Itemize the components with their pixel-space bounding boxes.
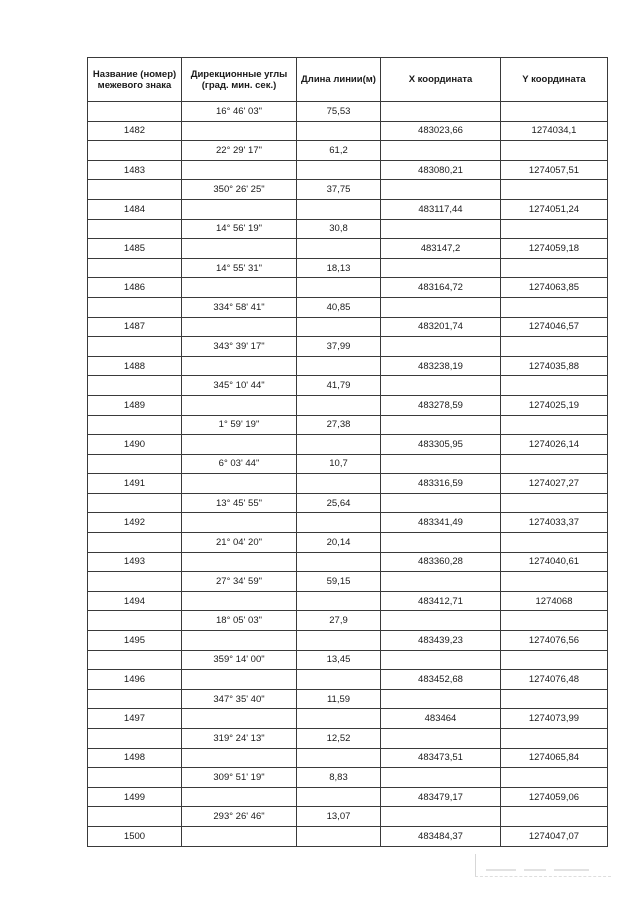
direction-angle: 14° 56' 19" bbox=[182, 219, 297, 239]
segment-row bbox=[88, 572, 608, 592]
header-line-length: Длина линии(м) bbox=[297, 58, 381, 102]
empty-cell bbox=[88, 729, 182, 749]
empty-cell bbox=[381, 102, 501, 122]
empty-cell bbox=[501, 768, 608, 788]
empty-cell bbox=[182, 826, 297, 846]
header-direction-angles: Дирекционные углы (град. мин. сек.) bbox=[182, 58, 297, 102]
empty-cell bbox=[381, 611, 501, 631]
empty-cell bbox=[88, 219, 182, 239]
empty-cell bbox=[381, 297, 501, 317]
segment-row bbox=[88, 219, 608, 239]
empty-cell bbox=[381, 180, 501, 200]
line-length: 13,07 bbox=[297, 807, 381, 827]
direction-angle: 27° 34' 59" bbox=[182, 572, 297, 592]
point-row bbox=[88, 474, 608, 494]
empty-cell bbox=[88, 454, 182, 474]
empty-cell bbox=[297, 121, 381, 141]
mark-name: 1492 bbox=[88, 513, 182, 533]
point-row bbox=[88, 748, 608, 768]
empty-cell bbox=[501, 454, 608, 474]
empty-cell bbox=[381, 376, 501, 396]
segment-row bbox=[88, 729, 608, 749]
direction-angle: 309° 51' 19" bbox=[182, 768, 297, 788]
point-row bbox=[88, 278, 608, 298]
point-row bbox=[88, 317, 608, 337]
mark-name: 1489 bbox=[88, 395, 182, 415]
line-length: 27,38 bbox=[297, 415, 381, 435]
empty-cell bbox=[501, 729, 608, 749]
empty-cell bbox=[88, 611, 182, 631]
empty-cell bbox=[182, 121, 297, 141]
direction-angle: 21° 04' 20" bbox=[182, 533, 297, 553]
x-coordinate: 483117,44 bbox=[381, 199, 501, 219]
segment-row bbox=[88, 415, 608, 435]
empty-cell bbox=[297, 474, 381, 494]
line-length: 37,99 bbox=[297, 337, 381, 357]
segment-row bbox=[88, 297, 608, 317]
y-coordinate: 1274046,57 bbox=[501, 317, 608, 337]
empty-cell bbox=[297, 826, 381, 846]
mark-name: 1497 bbox=[88, 709, 182, 729]
y-coordinate: 1274065,84 bbox=[501, 748, 608, 768]
mark-name: 1484 bbox=[88, 199, 182, 219]
y-coordinate: 1274027,27 bbox=[501, 474, 608, 494]
empty-cell bbox=[182, 160, 297, 180]
segment-row bbox=[88, 454, 608, 474]
empty-cell bbox=[381, 493, 501, 513]
faint-stamp-mark bbox=[475, 854, 611, 877]
y-coordinate: 1274073,99 bbox=[501, 709, 608, 729]
header-row bbox=[88, 58, 608, 102]
empty-cell bbox=[501, 219, 608, 239]
empty-cell bbox=[182, 591, 297, 611]
x-coordinate: 483278,59 bbox=[381, 395, 501, 415]
empty-cell bbox=[381, 729, 501, 749]
empty-cell bbox=[297, 552, 381, 572]
empty-cell bbox=[88, 258, 182, 278]
line-length: 18,13 bbox=[297, 258, 381, 278]
empty-cell bbox=[501, 415, 608, 435]
empty-cell bbox=[381, 219, 501, 239]
x-coordinate: 483484,37 bbox=[381, 826, 501, 846]
segment-row bbox=[88, 768, 608, 788]
direction-angle: 22° 29' 17" bbox=[182, 141, 297, 161]
direction-angle: 347° 35' 40" bbox=[182, 689, 297, 709]
header-mark-name: Название (номер) межевого знака bbox=[88, 58, 182, 102]
point-row bbox=[88, 160, 608, 180]
y-coordinate: 1274026,14 bbox=[501, 435, 608, 455]
line-length: 75,53 bbox=[297, 102, 381, 122]
empty-cell bbox=[182, 787, 297, 807]
mark-name: 1488 bbox=[88, 356, 182, 376]
direction-angle: 13° 45' 55" bbox=[182, 493, 297, 513]
y-coordinate: 1274051,24 bbox=[501, 199, 608, 219]
empty-cell bbox=[297, 199, 381, 219]
empty-cell bbox=[88, 141, 182, 161]
segment-row bbox=[88, 102, 608, 122]
empty-cell bbox=[182, 278, 297, 298]
empty-cell bbox=[501, 572, 608, 592]
point-row bbox=[88, 826, 608, 846]
direction-angle: 1° 59' 19" bbox=[182, 415, 297, 435]
y-coordinate: 1274034,1 bbox=[501, 121, 608, 141]
mark-name: 1498 bbox=[88, 748, 182, 768]
segment-row bbox=[88, 611, 608, 631]
empty-cell bbox=[381, 533, 501, 553]
segment-row bbox=[88, 533, 608, 553]
point-row bbox=[88, 356, 608, 376]
empty-cell bbox=[88, 768, 182, 788]
x-coordinate: 483473,51 bbox=[381, 748, 501, 768]
mark-name: 1493 bbox=[88, 552, 182, 572]
line-length: 61,2 bbox=[297, 141, 381, 161]
empty-cell bbox=[182, 748, 297, 768]
point-row bbox=[88, 513, 608, 533]
direction-angle: 293° 26' 46" bbox=[182, 807, 297, 827]
empty-cell bbox=[501, 650, 608, 670]
segment-row bbox=[88, 493, 608, 513]
empty-cell bbox=[182, 356, 297, 376]
empty-cell bbox=[501, 376, 608, 396]
point-row bbox=[88, 239, 608, 259]
point-row bbox=[88, 787, 608, 807]
empty-cell bbox=[381, 768, 501, 788]
segment-row bbox=[88, 180, 608, 200]
empty-cell bbox=[381, 807, 501, 827]
line-length: 12,52 bbox=[297, 729, 381, 749]
direction-angle: 359° 14' 00" bbox=[182, 650, 297, 670]
empty-cell bbox=[501, 102, 608, 122]
x-coordinate: 483305,95 bbox=[381, 435, 501, 455]
direction-angle: 334° 58' 41" bbox=[182, 297, 297, 317]
empty-cell bbox=[501, 180, 608, 200]
empty-cell bbox=[381, 258, 501, 278]
point-row bbox=[88, 435, 608, 455]
empty-cell bbox=[182, 631, 297, 651]
direction-angle: 319° 24' 13" bbox=[182, 729, 297, 749]
empty-cell bbox=[297, 631, 381, 651]
x-coordinate: 483316,59 bbox=[381, 474, 501, 494]
mark-name: 1485 bbox=[88, 239, 182, 259]
empty-cell bbox=[297, 748, 381, 768]
empty-cell bbox=[501, 297, 608, 317]
empty-cell bbox=[182, 199, 297, 219]
header-x-coordinate: X координата bbox=[381, 58, 501, 102]
segment-row bbox=[88, 337, 608, 357]
direction-angle: 343° 39' 17" bbox=[182, 337, 297, 357]
mark-name: 1483 bbox=[88, 160, 182, 180]
point-row bbox=[88, 709, 608, 729]
segment-row bbox=[88, 376, 608, 396]
x-coordinate: 483023,66 bbox=[381, 121, 501, 141]
empty-cell bbox=[88, 493, 182, 513]
empty-cell bbox=[297, 787, 381, 807]
coordinates-table bbox=[87, 57, 608, 847]
empty-cell bbox=[297, 591, 381, 611]
empty-cell bbox=[182, 317, 297, 337]
empty-cell bbox=[381, 415, 501, 435]
empty-cell bbox=[88, 180, 182, 200]
line-length: 11,59 bbox=[297, 689, 381, 709]
empty-cell bbox=[501, 807, 608, 827]
y-coordinate: 1274040,61 bbox=[501, 552, 608, 572]
y-coordinate: 1274068 bbox=[501, 591, 608, 611]
direction-angle: 345° 10' 44" bbox=[182, 376, 297, 396]
empty-cell bbox=[381, 454, 501, 474]
x-coordinate: 483412,71 bbox=[381, 591, 501, 611]
y-coordinate: 1274059,06 bbox=[501, 787, 608, 807]
empty-cell bbox=[182, 435, 297, 455]
empty-cell bbox=[88, 415, 182, 435]
empty-cell bbox=[297, 670, 381, 690]
empty-cell bbox=[182, 552, 297, 572]
mark-name: 1495 bbox=[88, 631, 182, 651]
empty-cell bbox=[297, 395, 381, 415]
line-length: 25,64 bbox=[297, 493, 381, 513]
empty-cell bbox=[88, 337, 182, 357]
point-row bbox=[88, 121, 608, 141]
line-length: 40,85 bbox=[297, 297, 381, 317]
segment-row bbox=[88, 650, 608, 670]
empty-cell bbox=[297, 356, 381, 376]
point-row bbox=[88, 631, 608, 651]
x-coordinate: 483479,17 bbox=[381, 787, 501, 807]
line-length: 20,14 bbox=[297, 533, 381, 553]
empty-cell bbox=[381, 337, 501, 357]
y-coordinate: 1274035,88 bbox=[501, 356, 608, 376]
header-y-coordinate: Y координата bbox=[501, 58, 608, 102]
empty-cell bbox=[501, 258, 608, 278]
x-coordinate: 483439,23 bbox=[381, 631, 501, 651]
point-row bbox=[88, 199, 608, 219]
empty-cell bbox=[88, 807, 182, 827]
y-coordinate: 1274063,85 bbox=[501, 278, 608, 298]
empty-cell bbox=[297, 160, 381, 180]
empty-cell bbox=[182, 474, 297, 494]
segment-row bbox=[88, 141, 608, 161]
x-coordinate: 483164,72 bbox=[381, 278, 501, 298]
line-length: 41,79 bbox=[297, 376, 381, 396]
mark-name: 1490 bbox=[88, 435, 182, 455]
empty-cell bbox=[501, 611, 608, 631]
point-row bbox=[88, 395, 608, 415]
mark-name: 1491 bbox=[88, 474, 182, 494]
line-length: 37,75 bbox=[297, 180, 381, 200]
empty-cell bbox=[182, 395, 297, 415]
y-coordinate: 1274033,37 bbox=[501, 513, 608, 533]
mark-name: 1487 bbox=[88, 317, 182, 337]
point-row bbox=[88, 670, 608, 690]
mark-name: 1499 bbox=[88, 787, 182, 807]
segment-row bbox=[88, 258, 608, 278]
mark-name: 1494 bbox=[88, 591, 182, 611]
empty-cell bbox=[381, 689, 501, 709]
empty-cell bbox=[182, 709, 297, 729]
empty-cell bbox=[88, 533, 182, 553]
mark-name: 1500 bbox=[88, 826, 182, 846]
mark-name: 1482 bbox=[88, 121, 182, 141]
x-coordinate: 483360,28 bbox=[381, 552, 501, 572]
x-coordinate: 483147,2 bbox=[381, 239, 501, 259]
segment-row bbox=[88, 807, 608, 827]
empty-cell bbox=[297, 709, 381, 729]
empty-cell bbox=[182, 239, 297, 259]
mark-name: 1486 bbox=[88, 278, 182, 298]
y-coordinate: 1274059,18 bbox=[501, 239, 608, 259]
mark-name: 1496 bbox=[88, 670, 182, 690]
empty-cell bbox=[88, 376, 182, 396]
point-row bbox=[88, 552, 608, 572]
empty-cell bbox=[297, 239, 381, 259]
empty-cell bbox=[88, 689, 182, 709]
empty-cell bbox=[297, 513, 381, 533]
x-coordinate: 483464 bbox=[381, 709, 501, 729]
empty-cell bbox=[297, 435, 381, 455]
line-length: 10,7 bbox=[297, 454, 381, 474]
empty-cell bbox=[88, 297, 182, 317]
empty-cell bbox=[501, 141, 608, 161]
empty-cell bbox=[182, 513, 297, 533]
direction-angle: 16° 46' 03" bbox=[182, 102, 297, 122]
empty-cell bbox=[88, 102, 182, 122]
direction-angle: 350° 26' 25" bbox=[182, 180, 297, 200]
y-coordinate: 1274076,56 bbox=[501, 631, 608, 651]
line-length: 27,9 bbox=[297, 611, 381, 631]
line-length: 8,83 bbox=[297, 768, 381, 788]
coordinates-table-body bbox=[88, 102, 608, 847]
empty-cell bbox=[381, 572, 501, 592]
empty-cell bbox=[501, 337, 608, 357]
line-length: 30,8 bbox=[297, 219, 381, 239]
y-coordinate: 1274076,48 bbox=[501, 670, 608, 690]
empty-cell bbox=[182, 670, 297, 690]
x-coordinate: 483341,49 bbox=[381, 513, 501, 533]
empty-cell bbox=[501, 493, 608, 513]
y-coordinate: 1274057,51 bbox=[501, 160, 608, 180]
y-coordinate: 1274025,19 bbox=[501, 395, 608, 415]
x-coordinate: 483452,68 bbox=[381, 670, 501, 690]
x-coordinate: 483201,74 bbox=[381, 317, 501, 337]
y-coordinate: 1274047,07 bbox=[501, 826, 608, 846]
direction-angle: 18° 05' 03" bbox=[182, 611, 297, 631]
point-row bbox=[88, 591, 608, 611]
x-coordinate: 483080,21 bbox=[381, 160, 501, 180]
direction-angle: 6° 03' 44" bbox=[182, 454, 297, 474]
segment-row bbox=[88, 689, 608, 709]
empty-cell bbox=[501, 689, 608, 709]
empty-cell bbox=[297, 317, 381, 337]
empty-cell bbox=[88, 572, 182, 592]
empty-cell bbox=[297, 278, 381, 298]
empty-cell bbox=[501, 533, 608, 553]
x-coordinate: 483238,19 bbox=[381, 356, 501, 376]
empty-cell bbox=[88, 650, 182, 670]
line-length: 59,15 bbox=[297, 572, 381, 592]
line-length: 13,45 bbox=[297, 650, 381, 670]
direction-angle: 14° 55' 31" bbox=[182, 258, 297, 278]
empty-cell bbox=[381, 141, 501, 161]
empty-cell bbox=[381, 650, 501, 670]
